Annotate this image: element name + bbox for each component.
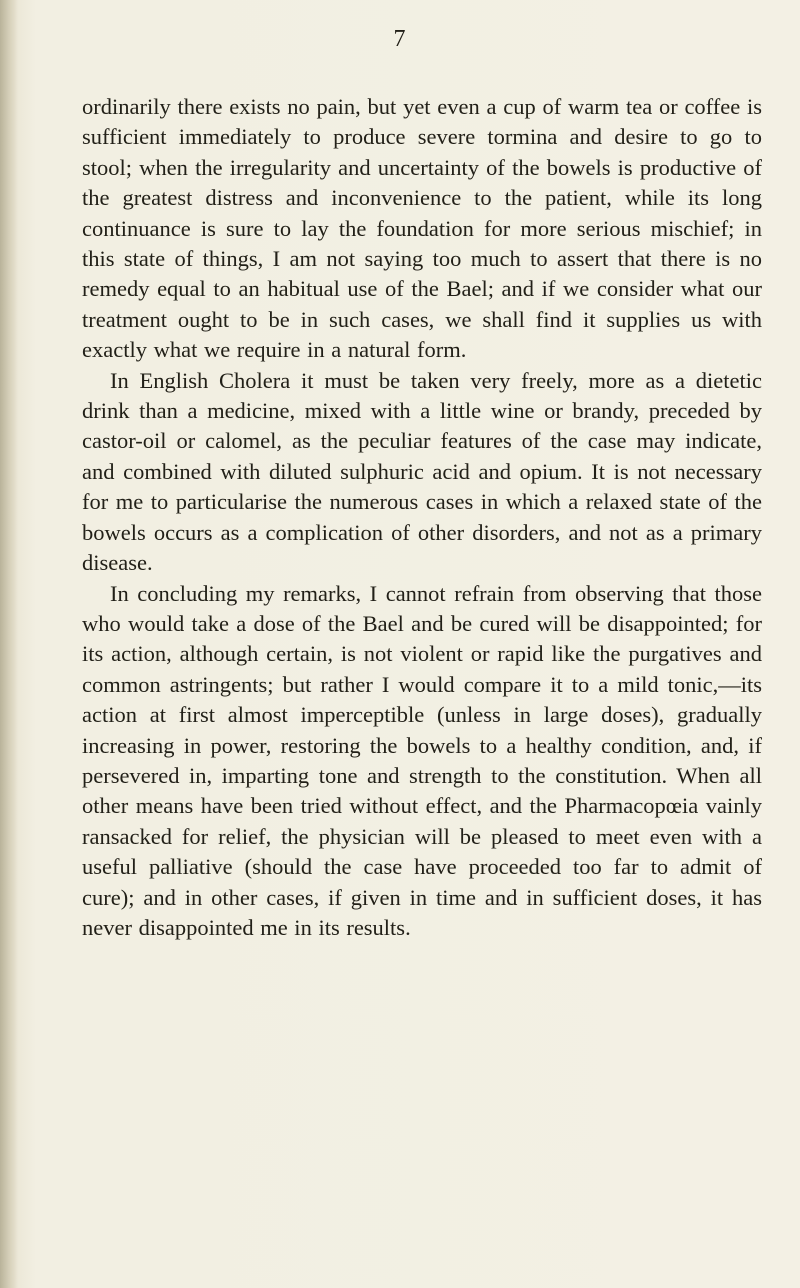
paragraph-3: In concluding my remarks, I cannot refrain from observing that those who would take a dose of the Bael and be cured will be disappointed; for its action, although certain, is not violent or rapid like the purgatives and common astringents; but rather I would compare it to a mild tonic,—its action at first almost imperceptible (unless in large doses), gradually increasing in power, restoring the bowels to a healthy condition, and, if persevered in, imparting tone and strength to the constitution. When all other means have been tried without effect, and the Pharmacopœia vainly ransacked for relief, the physician will be pleased to meet even with a useful palliative (should the case have proceeded too far to admit of cure); and in other cases, if given in time and in sufficient doses, it has never disappointed me in its results. [82,580,762,940]
paragraph-2: In English Cholera it must be taken very freely, more as a dietetic drink than a medicine, mixed with a little wine or brandy, preceded by castor-oil or calomel, as the peculiar features of the case may indicate, and combined with diluted sulphuric acid and opium. It is not necessary for me to particularise the numerous cases in which a relaxed state of the bowels occurs as a complication of other disorders, and not as a primary disease. [82,367,762,576]
body-text [82,92,762,943]
page-number: 7 [393,26,407,52]
paragraph-1: ordinarily there exists no pain, but yet even a cup of warm tea or coffee is sufficient immediately to produce severe tormina and desire to go to stool; when the irregularity and uncertainty of the bowels is productive of the greatest distress and inconvenience to the patient, while its long continuance is sure to lay the foundation for more serious mischief; in this state of things, I am not saying too much to assert that there is no remedy equal to an habitual use of the Bael; and if we consider what our treatment ought to be in such cases, we shall find it supplies us with exactly what we require in a natural form. [82,94,762,363]
page-gutter [0,0,18,1288]
